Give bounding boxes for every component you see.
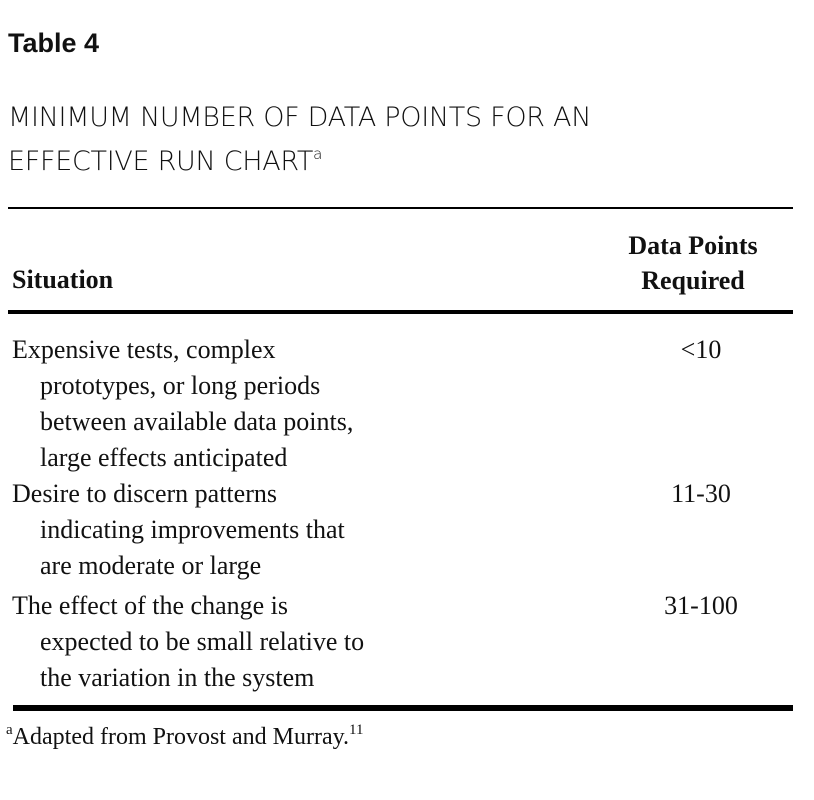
table-label: Table 4 — [8, 28, 100, 58]
situation-line: indicating improvements that — [40, 515, 345, 544]
footnote — [6, 722, 364, 751]
required-value: 11-30 — [671, 479, 731, 508]
table-row — [12, 476, 792, 584]
situation-line: large effects anticipated — [40, 443, 288, 472]
required-value: 31-100 — [664, 591, 738, 620]
header-line: Data Points — [628, 231, 758, 260]
situation-line: Desire to discern patterns — [12, 479, 277, 508]
situation-line: expected to be small relative to — [40, 627, 365, 656]
required-value: <10 — [680, 335, 722, 364]
title-footnote-mark: a — [313, 145, 323, 163]
situation-line: are moderate or large — [40, 551, 262, 580]
situation-line: the variation in the system — [40, 663, 315, 692]
situation-line: between available data points, — [40, 407, 354, 436]
header-situation: Situation — [12, 265, 114, 294]
table-row — [12, 588, 792, 696]
situation-line: The effect of the change is — [12, 591, 288, 620]
title-line: EFFECTIVE RUN CHART — [8, 146, 314, 177]
top-rule — [8, 207, 793, 209]
situation-line: prototypes, or long periods — [40, 371, 321, 400]
footnote-mark: a — [6, 722, 13, 738]
table-row — [12, 332, 792, 476]
footnote-reference: 11 — [349, 722, 364, 738]
table-title — [8, 100, 591, 180]
footnote-text: Adapted from Provost and Murray. — [12, 724, 350, 750]
situation-line: Expensive tests, complex — [12, 335, 276, 364]
header-data-points-required — [600, 228, 786, 298]
header-rule — [8, 310, 793, 314]
bottom-rule — [13, 705, 793, 711]
header-line: Required — [641, 266, 745, 295]
title-line: MINIMUM NUMBER OF DATA POINTS FOR AN — [8, 102, 592, 133]
